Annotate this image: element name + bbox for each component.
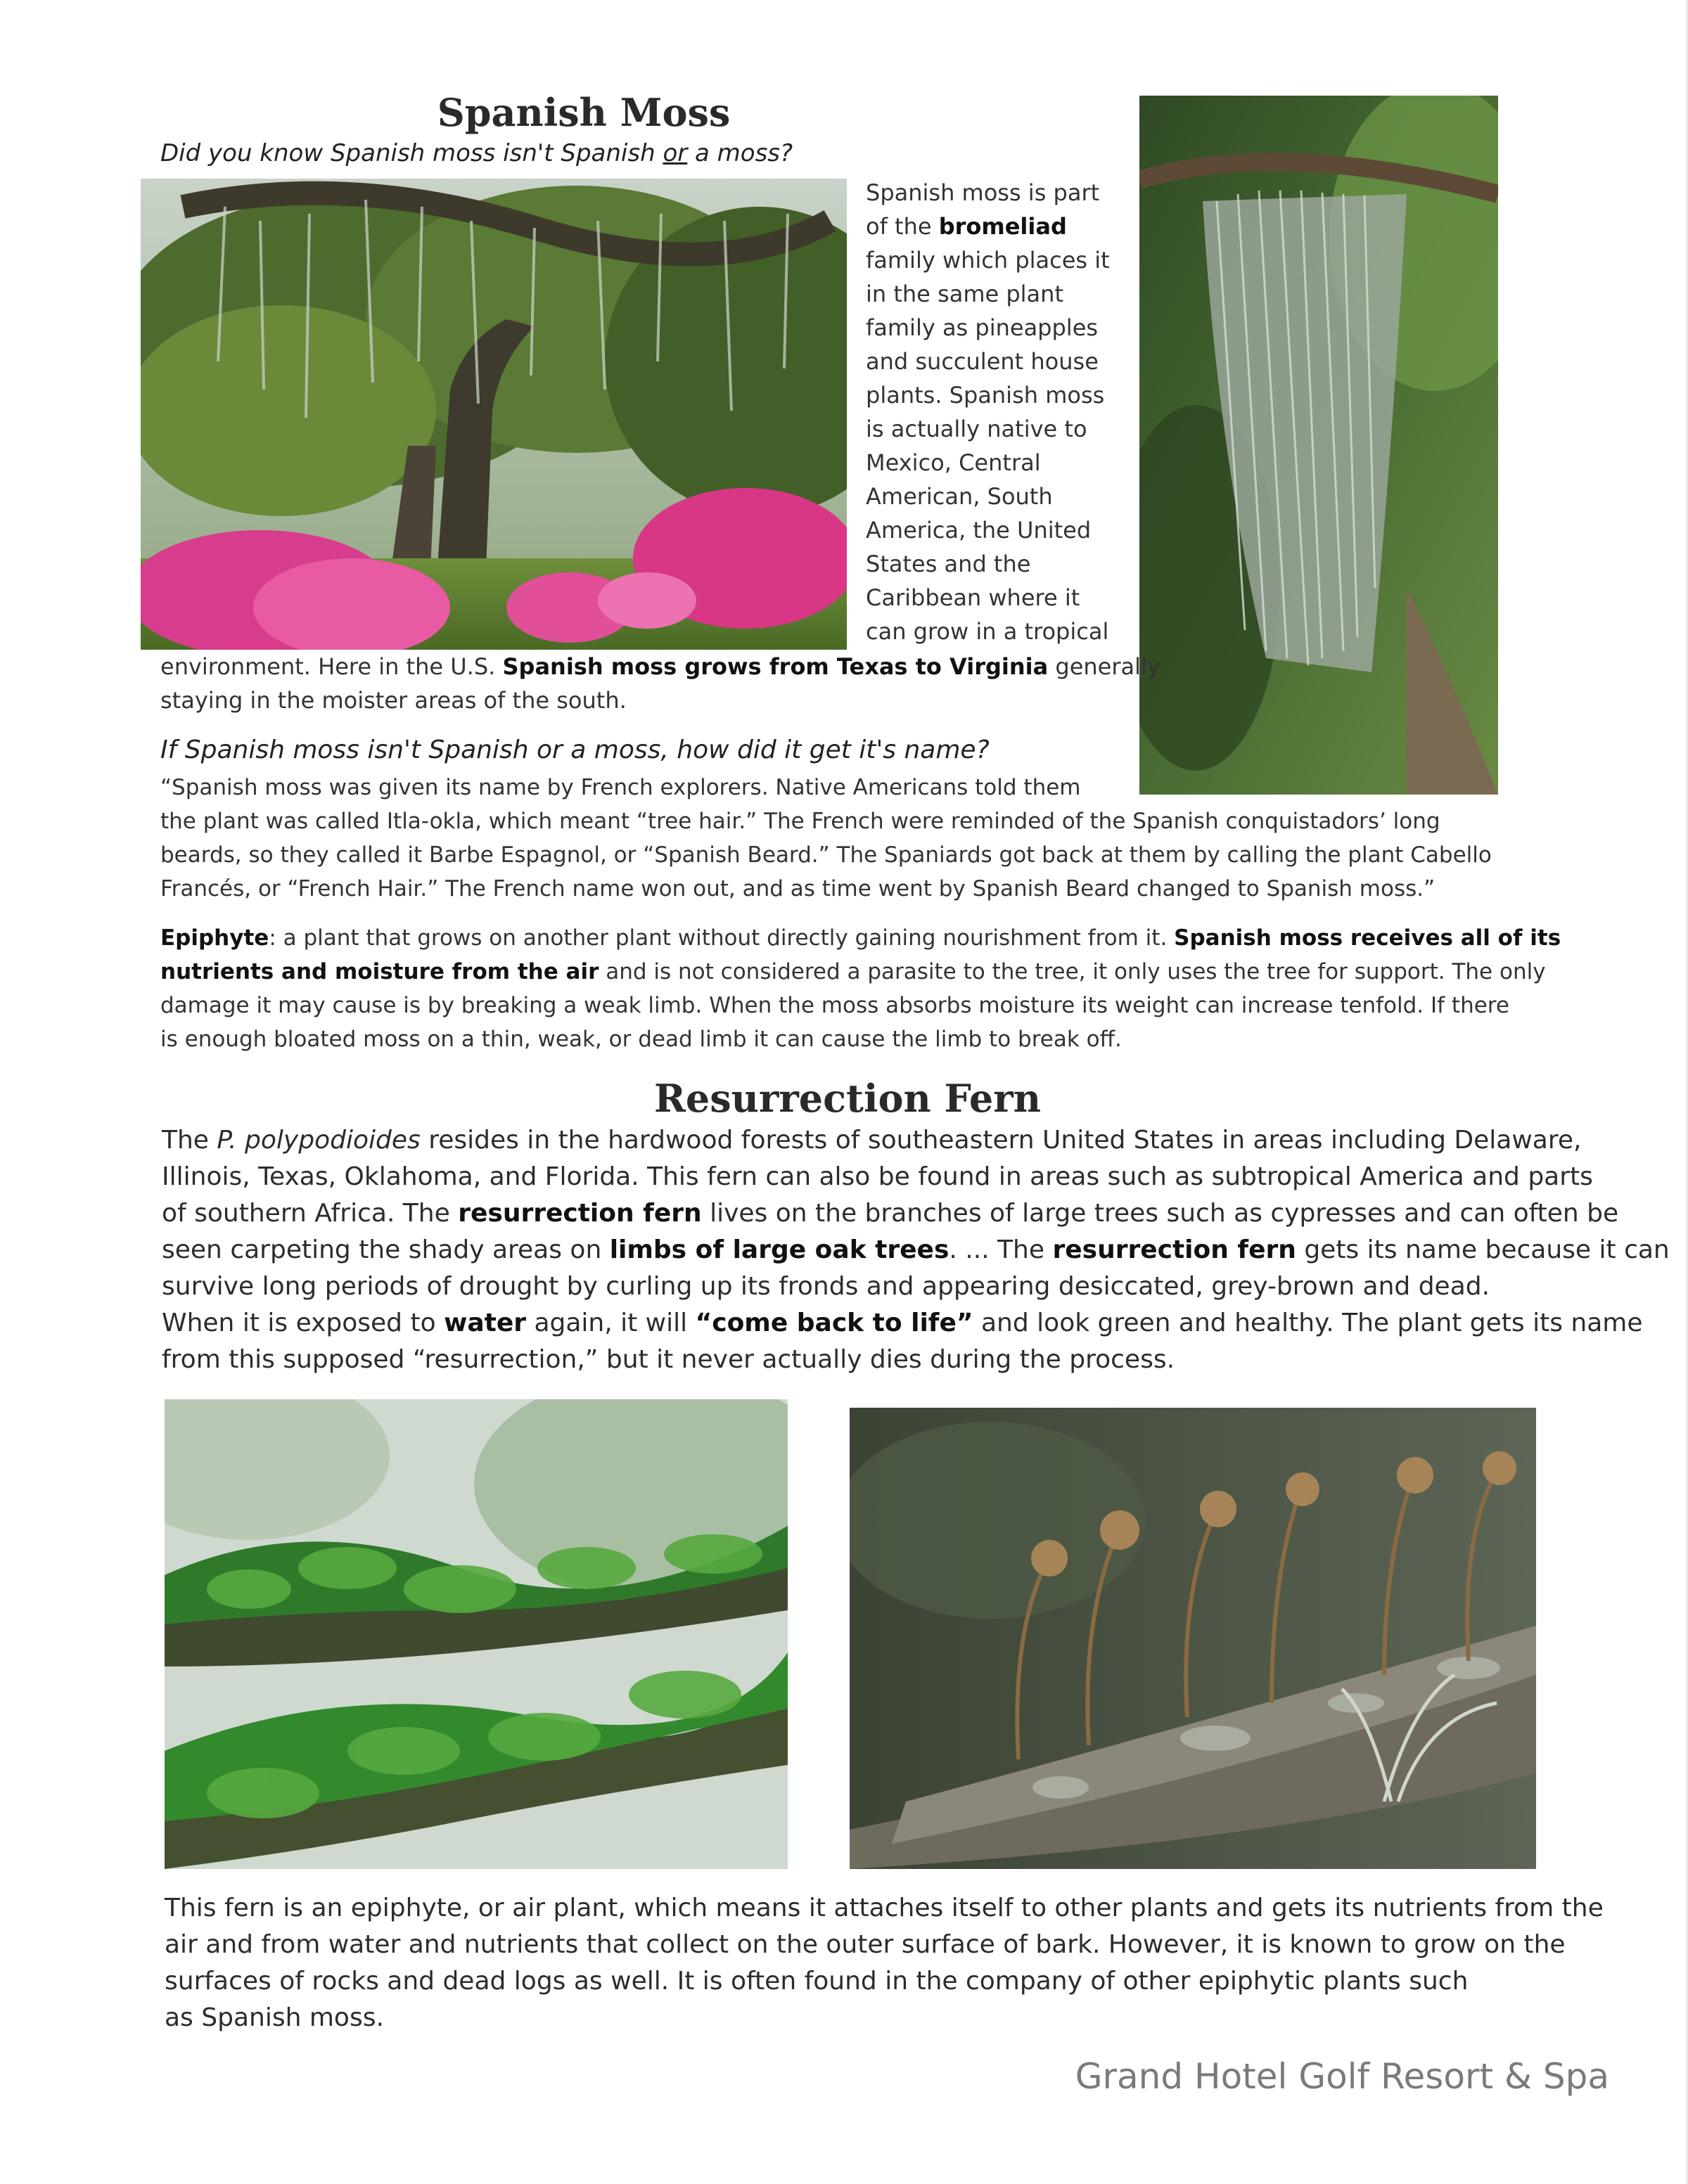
spanish-moss-intro: Spanish moss is part of the bromeliad family which places it in the same plant family as pineapples and succulent house plants. Spanish moss is actually native to Mexico, Central American, South America, the United States and the Caribbean where it can grow in a tropical xyxy=(866,179,1110,645)
resurrection-fern-paragraph-2: This fern is an epiphyte, or air plant, which means it attaches itself to other plants and gets its nutrients from the air and from water and nutrients that collect on the outer surface of bark. However, it is known to grow on the surfaces of rocks and dead logs as well. It is often found in the company of other epiphytic plants such as Spanish moss. xyxy=(165,1894,1604,2032)
spanish-moss-intro-continued: environment. Here in the U.S. Spanish moss grows from Texas to Virginia generally staying in the moister areas of the south. xyxy=(160,653,1160,714)
name-origin-text: “Spanish moss was given its name by French explorers. Native Americans told them the plant was called Itla-okla, which meant “tree hair.” The French were reminded of the Spanish conquistadors’ long beards, so they called it Barbe Espagnol, or “Spanish Beard.” The Spaniards got back at them by calling the plant Cabello Francés, or “French Hair.” The French name won out, and as time went by Spanish Beard changed to Spanish moss.” xyxy=(160,775,1492,901)
hanging-moss-photo xyxy=(1139,96,1498,795)
spanish-moss-title: Spanish Moss xyxy=(437,90,731,135)
footer-brand: Grand Hotel Golf Resort & Spa xyxy=(1075,2056,1609,2097)
dry-fern-photo xyxy=(850,1408,1536,1869)
name-origin-question: If Spanish moss isn't Spanish or a moss, how did it get it's name? xyxy=(160,736,990,764)
spanish-moss-subtitle: Did you know Spanish moss isn't Spanish or a moss? xyxy=(160,139,793,167)
resurrection-fern-paragraph-1: The P. polypodioides resides in the hardwood forests of southeastern United States in areas including Delaware, Illinois, Texas, Oklahoma, and Florida. This fern can also be found in areas such as subtropical America and parts of southern Africa. The resurrection fern lives on the branches of large trees such as cypresses and can often be seen carpeting the shady areas on limbs of large oak trees. ... The resurrection fern gets its name because it can survive long periods of drought by curling up its fronds and appearing desiccated, grey-brown and dead. When it is exposed to water again, it will “come back to life” and look green and healthy. The plant gets its name from this supposed “resurrection,” but it never actually dies during the process. xyxy=(162,1126,1670,1374)
epiphyte-term: Epiphyte xyxy=(160,925,269,951)
epiphyte-paragraph: Epiphyte: a plant that grows on another plant without directly gaining nourishment from it. Spanish moss receives all of its nutrients and moisture from the air and is not considered a parasite to the tree, it only uses the tree for support. The only damage it may cause is by breaking a weak limb. When the moss absorbs moisture its weight can increase tenfold. If there is enough bloated moss on a thin, weak, or dead limb it can cause the limb to break off. xyxy=(160,925,1561,1052)
resurrection-fern-title: Resurrection Fern xyxy=(653,1076,1042,1121)
oak-azalea-photo xyxy=(141,179,847,650)
green-fern-photo xyxy=(165,1399,788,1869)
bromeliad-highlight: bromeliad xyxy=(938,213,1067,240)
